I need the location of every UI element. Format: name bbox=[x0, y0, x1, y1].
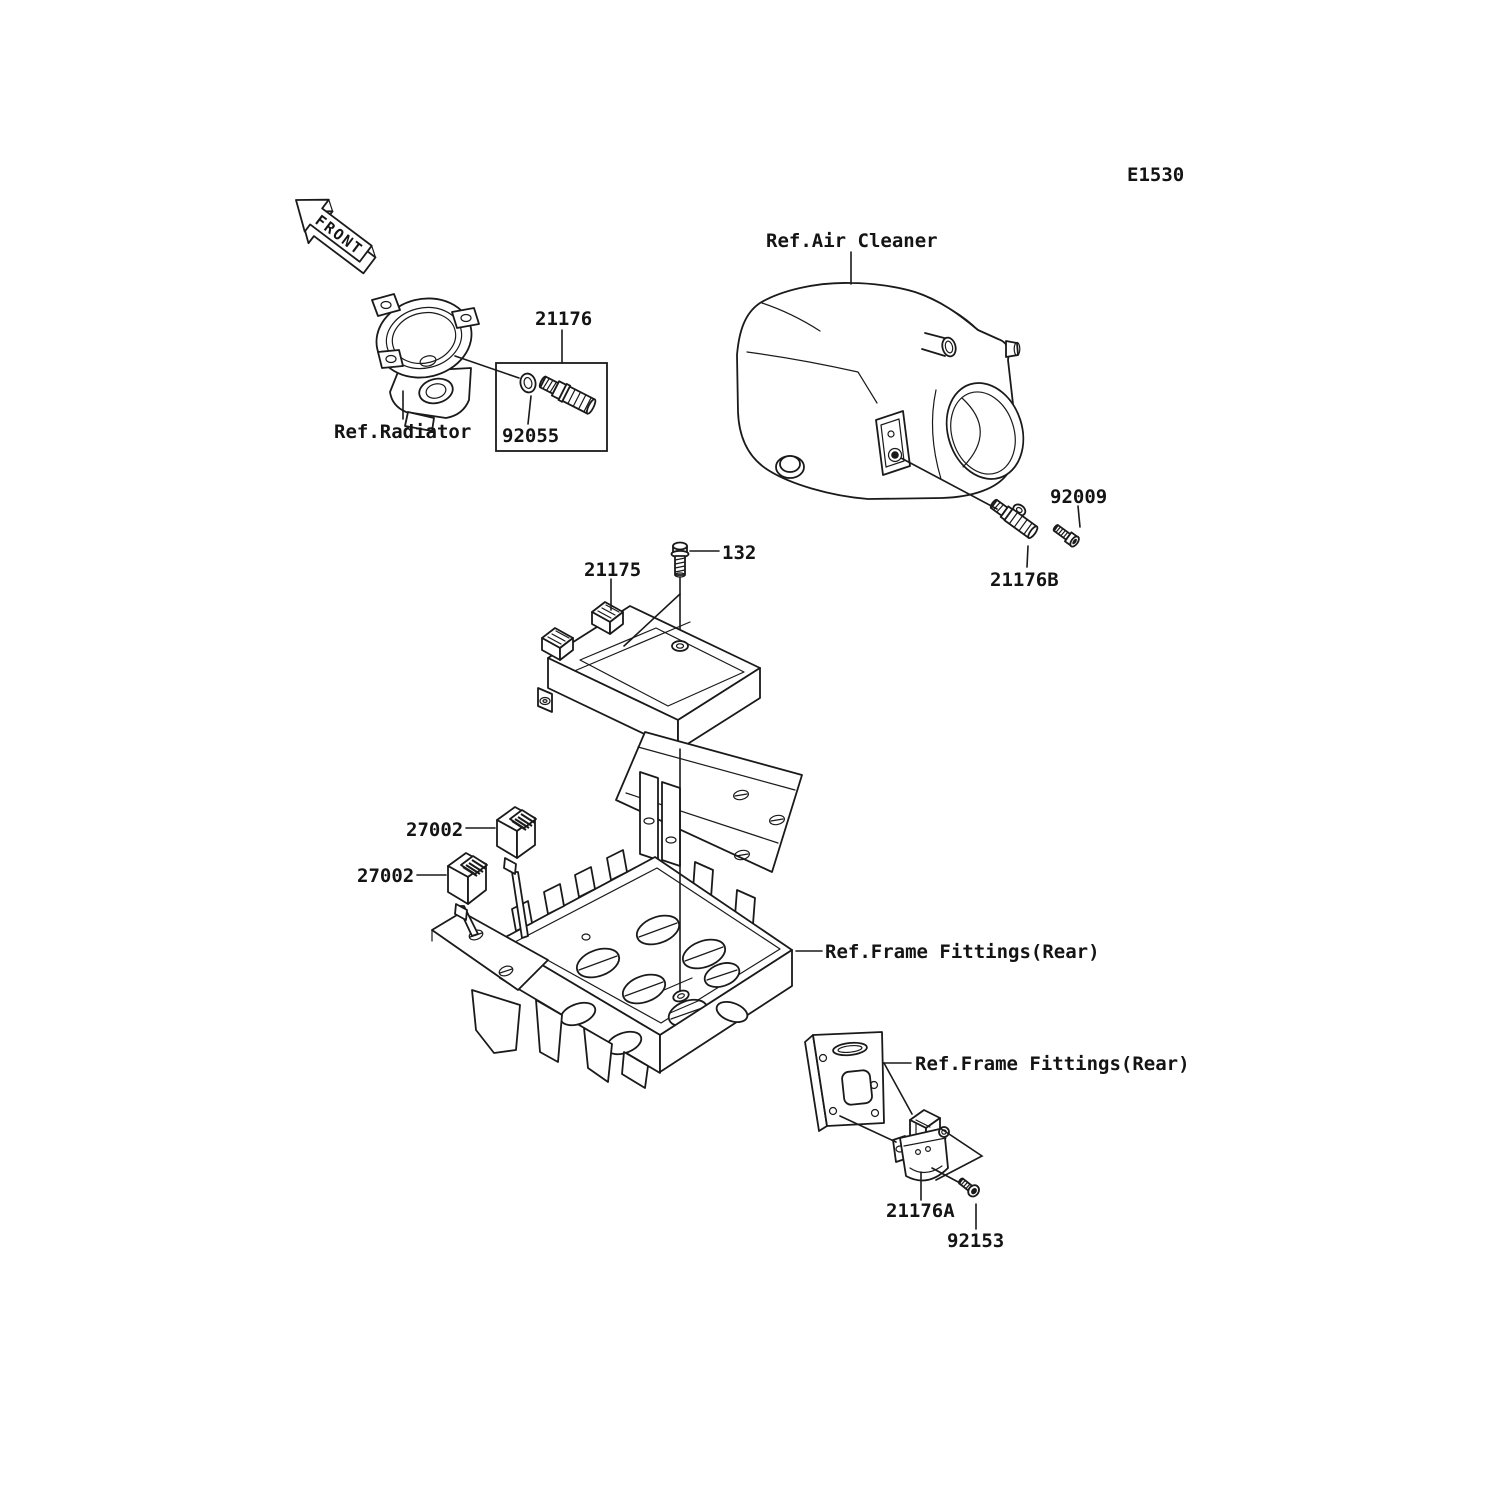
lower-sensor-screw bbox=[956, 1175, 981, 1198]
tray-foot bbox=[472, 990, 520, 1053]
ref-air-cleaner-label: Ref.Air Cleaner bbox=[766, 230, 938, 252]
front-arrow-label: FRONT bbox=[311, 211, 367, 259]
callout-27002-upper: 27002 bbox=[406, 819, 464, 841]
air-temp-sensor bbox=[988, 491, 1043, 540]
ref-frame-fittings-lower-label: Ref.Frame Fittings(Rear) bbox=[915, 1053, 1190, 1075]
air-cleaner-sensor-plate bbox=[876, 411, 910, 475]
ecu-mount-ear bbox=[538, 688, 552, 712]
ref-frame-fittings-upper-label: Ref.Frame Fittings(Rear) bbox=[825, 941, 1100, 963]
tray-top-bracket bbox=[616, 732, 802, 872]
relay-lower bbox=[448, 853, 487, 920]
ecu-tray-drawing bbox=[432, 732, 802, 1088]
callout-92009: 92009 bbox=[1050, 486, 1108, 508]
callout-21176: 21176 bbox=[535, 308, 593, 330]
callout-92153: 92153 bbox=[947, 1230, 1005, 1252]
callout-21175: 21175 bbox=[584, 559, 642, 581]
front-direction-arrow bbox=[280, 184, 387, 281]
lower-bracket-drawing bbox=[805, 1032, 884, 1131]
radiator-housing-drawing bbox=[368, 289, 480, 431]
ref-radiator-label: Ref.Radiator bbox=[334, 421, 472, 443]
radiator-bolt-ear bbox=[378, 350, 403, 368]
o-ring bbox=[519, 372, 538, 394]
callout-92055: 92055 bbox=[502, 425, 560, 447]
water-temp-sensor bbox=[537, 373, 597, 416]
air-cleaner-drawing bbox=[737, 283, 1035, 499]
relay-upper bbox=[497, 807, 536, 874]
page-code: E1530 bbox=[1127, 164, 1185, 186]
air-cleaner-side-stub bbox=[1006, 341, 1020, 357]
callout-21176B: 21176B bbox=[990, 569, 1059, 591]
air-cleaner-drain-spout bbox=[776, 456, 804, 478]
ecu-drawing bbox=[538, 602, 760, 750]
ecu-mount-boss bbox=[672, 641, 688, 651]
radiator-bolt-ear bbox=[452, 308, 479, 328]
callout-21176A: 21176A bbox=[886, 1200, 955, 1222]
lower-sensor-drawing bbox=[893, 1110, 949, 1181]
callout-132: 132 bbox=[722, 542, 757, 564]
callout-27002-lower: 27002 bbox=[357, 865, 415, 887]
air-temp-sensor-bolt bbox=[1051, 522, 1080, 548]
ecu-bolt bbox=[672, 543, 689, 578]
